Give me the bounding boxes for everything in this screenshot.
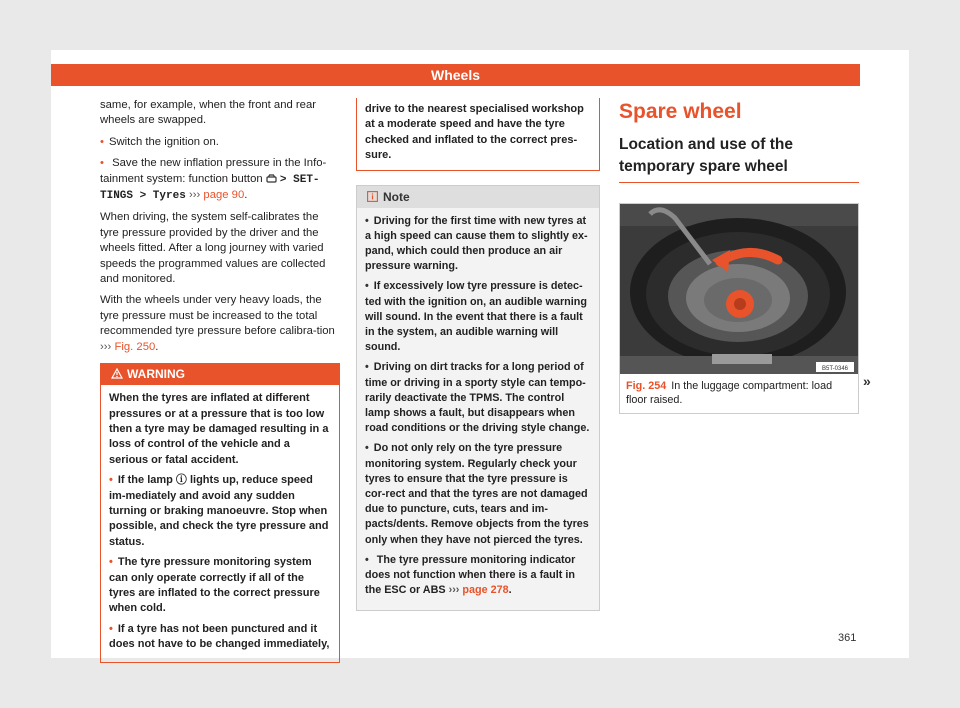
info-icon [367, 186, 378, 208]
note-bullet: • Driving on dirt tracks for a long period of time or driving in a sporty style can tempo-rarily deactivate the TPMS. The control lamp shows a fault, but disappears when road conditions or the driving style change. [365, 360, 591, 436]
bullet-ignition: • Switch the ignition on. [100, 135, 340, 150]
warning-bullet: • If the lamp ⓘ lights up, reduce speed im-mediately and avoid any sudden turning or braking manoeuvre. Stop when possible, and check the tyre pressure and status. [109, 473, 331, 550]
spare-wheel-photo [620, 204, 858, 374]
triple-chevron-icon: ››› [100, 340, 112, 353]
warning-bullet: • If a tyre has not been punctured and it does not have to be changed immediately, [109, 622, 331, 653]
note-bullet: • Driving for the first time with new tyres at a high speed can cause them to slightly ex-pand, which could then produce an air pressure warning. [365, 214, 591, 275]
chapter-title: Wheels [430, 67, 480, 83]
warning-header: WARNING [101, 364, 339, 385]
note-body [357, 208, 599, 610]
warning-box [100, 363, 340, 663]
continued-marker: » [863, 373, 871, 389]
figure-link[interactable]: Fig. 250 [114, 340, 156, 353]
figure-code: B5T-0346 [821, 366, 849, 372]
note-bullet: • If excessively low tyre pressure is detec-ted with the ignition on, an audible warning will sound. In the event that there is a fault in the system, an audible warning will sound. [365, 279, 591, 355]
note-bullet: • The tyre pressure monitoring indicator does not function when there is a fault in the ESC or ABS ››› page 278. [365, 553, 591, 599]
column-left [100, 98, 340, 663]
note-header: Note [357, 186, 599, 208]
triple-chevron-icon: ››› [448, 584, 460, 597]
page-number: 361 [838, 632, 857, 644]
warning-triangle-icon [111, 364, 123, 385]
warning-bullet: • The tyre pressure monitoring system can only operate correctly if all of the tyres are inflated to the correct pressure when cold. [109, 555, 331, 617]
note-box [356, 185, 600, 611]
bullet-save-pressure: • Save the new inflation pressure in the Info-tainment system: function button > SET-TINGS > Tyres ››› page 90. [100, 156, 340, 204]
page-link[interactable]: page 278 [462, 584, 509, 597]
warning-box-continued [356, 98, 600, 171]
warning-text: When the tyres are inflated at different pressures or at a pressure that is too low then a tyre may be damaged resulting in a loss of control of the vehicle and a serious or fatal accident. [109, 392, 329, 466]
column-right [619, 98, 859, 414]
figure-caption: Fig. 254 In the luggage compartment: load floor raised. [626, 380, 833, 406]
paragraph: With the wheels under very heavy loads, the tyre pressure must be increased to the total recommended tyre pressure before calibra-tion ››› Fig. 250. [100, 294, 335, 353]
triple-chevron-icon: ››› [188, 189, 201, 202]
chapter-header [51, 64, 860, 86]
paragraph: When driving, the system self-calibrates the tyre pressure provided by the driver and the wheels fitted. After a long journey with varied speeds the programmed values are collected and monitored. [100, 211, 326, 286]
figure-254 [619, 203, 859, 414]
car-menu-icon [266, 173, 280, 185]
section-title: Spare wheel [619, 100, 742, 123]
paragraph: same, for example, when the front and rear wheels are swapped. [100, 99, 317, 127]
column-middle [356, 98, 600, 611]
subsection-title: Location and use of the temporary spare wheel [619, 134, 859, 183]
warning-body [101, 385, 339, 662]
figure-label: Fig. 254 [626, 380, 667, 392]
note-bullet: • Do not only rely on the tyre pressure monitoring system. Regularly check your tyres to ensure that the tyre pressure is cor-rect and that the tyres are not damaged due to puncture, cuts, tears and im-pacts/dents. Remove objects from the tyres only when they have not pierced the tyres. [365, 441, 591, 547]
menu-path: > SET-TINGS > Tyres [100, 173, 320, 203]
page-link[interactable]: page 90 [203, 189, 245, 202]
warning-text: drive to the nearest specialised workshop at a moderate speed and have the tyre checked and inflated to the correct pres-sure. [365, 103, 584, 162]
